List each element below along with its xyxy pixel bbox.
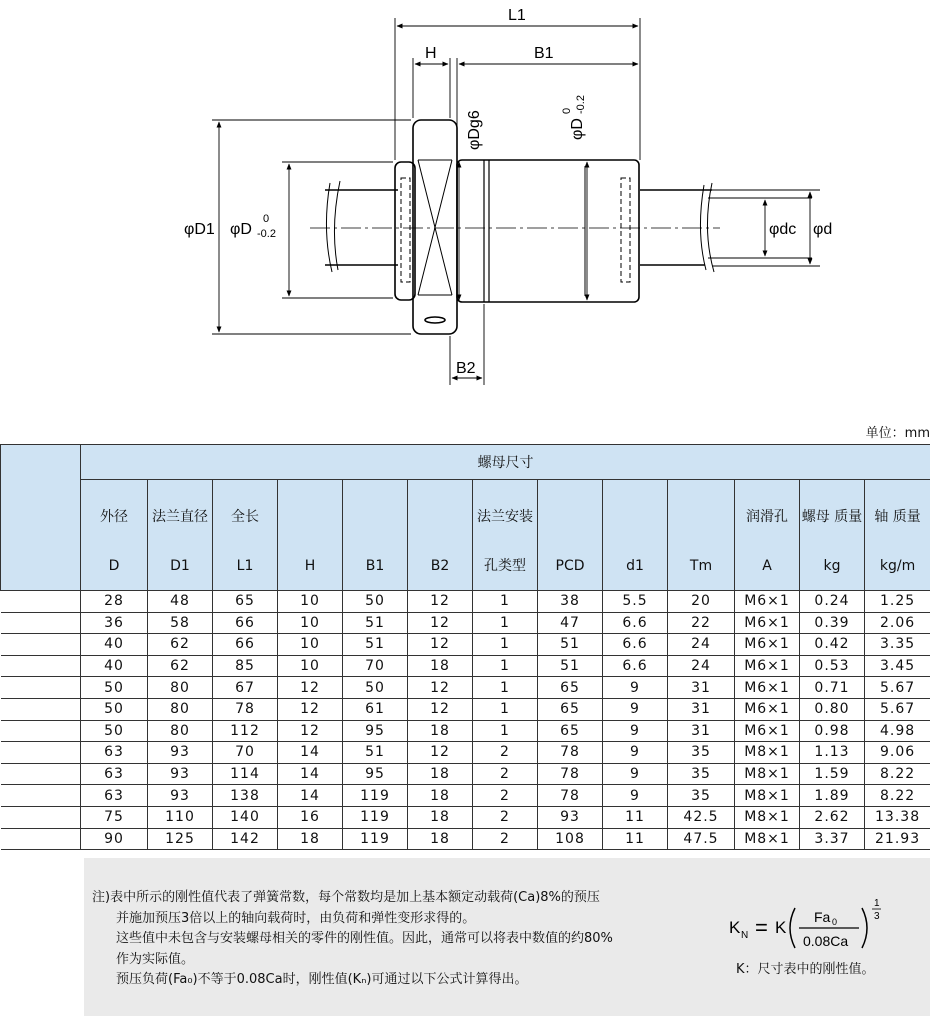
table-cell: M6×1: [735, 677, 800, 699]
table-cell: 48: [148, 591, 213, 613]
table-cell: 2: [473, 806, 538, 828]
note-line: 作为实际值。: [116, 951, 195, 967]
table-cell: M6×1: [735, 720, 800, 742]
notes-panel: [84, 858, 930, 1016]
right-seal: [621, 178, 630, 282]
row-blank: [1, 591, 81, 613]
nut-dimension-table: [0, 444, 930, 850]
table-cell: 1.89: [800, 785, 865, 807]
table-cell: 93: [538, 806, 603, 828]
table-cell: 66: [213, 634, 278, 656]
note-line: 预压负荷(Fa₀)不等于0.08Ca时，刚性值(Kₙ)可通过以下公式计算得出。: [116, 972, 528, 987]
table-cell: 18: [408, 763, 473, 785]
table-cell: 78: [538, 785, 603, 807]
label-D-right-tol-low: -0.2: [575, 95, 587, 114]
table-cell: 8.22: [865, 763, 930, 785]
table-cell: 66: [213, 612, 278, 634]
table-cell: 16: [278, 806, 343, 828]
table-cell: 108: [538, 828, 603, 850]
table-cell: 18: [408, 785, 473, 807]
table-cell: 6.6: [603, 634, 668, 656]
table-cell: 0.24: [800, 591, 865, 613]
table-cell: 1: [473, 655, 538, 677]
table-cell: 3.45: [865, 655, 930, 677]
table-cell: 78: [538, 763, 603, 785]
table-cell: 6.6: [603, 655, 668, 677]
table-cell: 12: [408, 677, 473, 699]
table-row: [1, 591, 930, 613]
table-cell: 24: [668, 655, 735, 677]
note-line: 注)表中所示的刚性值代表了弹簧常数，每个常数均是加上基本额定动载荷(Ca)8%的预压: [92, 890, 600, 905]
table-cell: 9: [603, 763, 668, 785]
table-cell: 42.5: [668, 806, 735, 828]
table-cell: M8×1: [735, 828, 800, 850]
table-cell: M8×1: [735, 806, 800, 828]
column-header: 法兰直径 D1: [148, 480, 213, 591]
table-cell: M6×1: [735, 591, 800, 613]
table-cell: 85: [213, 655, 278, 677]
table-cell: 47: [538, 612, 603, 634]
table-cell: 21.93: [865, 828, 930, 850]
table-cell: 20: [668, 591, 735, 613]
table-cell: 93: [148, 742, 213, 764]
table-row: [1, 612, 930, 634]
table-cell: 12: [408, 591, 473, 613]
table-cell: 9.06: [865, 742, 930, 764]
table-cell: 10: [278, 591, 343, 613]
table-cell: 2.06: [865, 612, 930, 634]
table-cell: 31: [668, 720, 735, 742]
table-cell: 95: [343, 763, 408, 785]
table-cell: 12: [278, 698, 343, 720]
svg-text:Fa: Fa: [814, 909, 831, 925]
table-cell: 35: [668, 785, 735, 807]
svg-text:K: K: [729, 918, 741, 937]
table-cell: M8×1: [735, 763, 800, 785]
label-D-left-tol-up: 0: [263, 213, 270, 225]
table-cell: 35: [668, 742, 735, 764]
table-cell: M8×1: [735, 785, 800, 807]
table-cell: 58: [148, 612, 213, 634]
svg-text:K: K: [775, 918, 787, 937]
table-cell: 0.39: [800, 612, 865, 634]
table-cell: 24: [668, 634, 735, 656]
table-cell: 9: [603, 720, 668, 742]
table-cell: M6×1: [735, 612, 800, 634]
table-cell: 63: [81, 785, 148, 807]
unit-label: 单位：mm: [865, 426, 930, 441]
svg-text:=: =: [755, 915, 768, 940]
table-cell: 1: [473, 698, 538, 720]
table-cell: 31: [668, 677, 735, 699]
table-cell: 9: [603, 698, 668, 720]
row-blank: [1, 828, 81, 850]
label-D-left: φD: [230, 221, 252, 238]
table-cell: 51: [343, 612, 408, 634]
table-row: [1, 785, 930, 807]
label-B2: B2: [456, 360, 476, 377]
table-cell: 110: [148, 806, 213, 828]
table-cell: 119: [343, 828, 408, 850]
table-row: [1, 742, 930, 764]
table-cell: 51: [343, 634, 408, 656]
table-cell: 36: [81, 612, 148, 634]
table-cell: 14: [278, 742, 343, 764]
column-header: PCD: [538, 480, 603, 591]
table-cell: 1: [473, 720, 538, 742]
table-cell: 47.5: [668, 828, 735, 850]
table-cell: 14: [278, 763, 343, 785]
column-header: 法兰安装 孔类型: [473, 480, 538, 591]
table-cell: 0.80: [800, 698, 865, 720]
left-seal: [401, 178, 410, 282]
label-D-right: φD: [569, 118, 586, 140]
stiffness-formula: [729, 880, 929, 970]
table-cell: 12: [278, 677, 343, 699]
formula-denominator: 0.08Ca: [803, 933, 849, 949]
table-cell: 12: [408, 634, 473, 656]
table-cell: 8.22: [865, 785, 930, 807]
table-cell: 50: [81, 720, 148, 742]
table-row: [1, 763, 930, 785]
table-cell: 90: [81, 828, 148, 850]
table-cell: 62: [148, 634, 213, 656]
table-cell: 50: [81, 698, 148, 720]
table-cell: 1.59: [800, 763, 865, 785]
table-cell: 1: [473, 677, 538, 699]
table-cell: 0.53: [800, 655, 865, 677]
table-cell: 142: [213, 828, 278, 850]
table-cell: 119: [343, 806, 408, 828]
table-cell: 40: [81, 655, 148, 677]
table-cell: 40: [81, 634, 148, 656]
svg-text:N: N: [741, 930, 749, 941]
table-cell: M6×1: [735, 634, 800, 656]
column-header: 轴 质量 kg/m: [865, 480, 930, 591]
table-cell: 70: [343, 655, 408, 677]
table-cell: 125: [148, 828, 213, 850]
label-d: φd: [813, 221, 833, 238]
table-cell: 2: [473, 763, 538, 785]
table-cell: 18: [408, 720, 473, 742]
table-cell: 5.67: [865, 677, 930, 699]
table-cell: 10: [278, 655, 343, 677]
k-note: K：尺寸表中的刚性值。: [736, 962, 875, 977]
table-cell: 18: [408, 828, 473, 850]
table-cell: 93: [148, 763, 213, 785]
table-cell: 65: [538, 698, 603, 720]
group-header: 螺母尺寸: [81, 445, 930, 480]
label-dc: φdc: [769, 221, 797, 238]
table-cell: 112: [213, 720, 278, 742]
flange-hole: [425, 317, 445, 323]
table-cell: 114: [213, 763, 278, 785]
shaft-break-left: [326, 181, 340, 272]
table-cell: 51: [538, 634, 603, 656]
table-cell: 67: [213, 677, 278, 699]
table-cell: 10: [278, 612, 343, 634]
table-cell: 3.37: [800, 828, 865, 850]
table-cell: 2: [473, 742, 538, 764]
table-cell: 1: [473, 634, 538, 656]
row-blank: [1, 655, 81, 677]
svg-text:1: 1: [874, 898, 880, 909]
label-D-left-tol-low: -0.2: [257, 228, 276, 240]
table-cell: 5.67: [865, 698, 930, 720]
column-header: 螺母 质量 kg: [800, 480, 865, 591]
table-cell: 18: [278, 828, 343, 850]
table-cell: 2.62: [800, 806, 865, 828]
table-cell: 12: [408, 698, 473, 720]
table-cell: 0.98: [800, 720, 865, 742]
nut-step: [484, 160, 489, 302]
table-cell: M6×1: [735, 655, 800, 677]
table-cell: 31: [668, 698, 735, 720]
row-blank: [1, 698, 81, 720]
label-D-right-tol-up: 0: [561, 107, 573, 114]
left-collar: [395, 162, 415, 300]
table-cell: 1: [473, 612, 538, 634]
shaft-break-right: [700, 183, 714, 272]
table-cell: 22: [668, 612, 735, 634]
column-header: B2: [408, 480, 473, 591]
column-header: Tm: [668, 480, 735, 591]
column-header-row: [1, 480, 930, 591]
table-cell: 38: [538, 591, 603, 613]
table-cell: 80: [148, 677, 213, 699]
row-blank: [1, 634, 81, 656]
table-row: [1, 634, 930, 656]
table-corner: [1, 445, 81, 591]
table-cell: 18: [408, 655, 473, 677]
note-line: 这些值中未包含与安装螺母相关的零件的刚性值。因此，通常可以将表中数值的约80%: [116, 931, 613, 946]
note-line: 并施加预压3倍以上的轴向载荷时，由负荷和弹性变形求得的。: [116, 910, 476, 926]
table-cell: 1.13: [800, 742, 865, 764]
row-blank: [1, 785, 81, 807]
table-cell: 5.5: [603, 591, 668, 613]
table-cell: 12: [278, 720, 343, 742]
table-cell: 2: [473, 828, 538, 850]
column-header: H: [278, 480, 343, 591]
table-cell: 9: [603, 677, 668, 699]
table-cell: 75: [81, 806, 148, 828]
table-cell: 62: [148, 655, 213, 677]
table-cell: M8×1: [735, 742, 800, 764]
table-cell: 80: [148, 698, 213, 720]
table-cell: 12: [408, 742, 473, 764]
table-cell: 6.6: [603, 612, 668, 634]
ball-nut-drawing: [0, 0, 930, 420]
table-body: [1, 591, 930, 850]
table-cell: 80: [148, 720, 213, 742]
label-Dg6: φDg6: [466, 110, 483, 150]
note-text: [92, 888, 702, 991]
table-cell: 78: [213, 698, 278, 720]
table-cell: 65: [538, 720, 603, 742]
row-blank: [1, 677, 81, 699]
table-cell: 4.98: [865, 720, 930, 742]
table-row: [1, 655, 930, 677]
row-blank: [1, 720, 81, 742]
table-cell: 138: [213, 785, 278, 807]
table-cell: 11: [603, 806, 668, 828]
table-cell: M6×1: [735, 698, 800, 720]
table-cell: 50: [343, 677, 408, 699]
row-blank: [1, 612, 81, 634]
table-cell: 93: [148, 785, 213, 807]
column-header: 润滑孔 A: [735, 480, 800, 591]
table-cell: 14: [278, 785, 343, 807]
table-cell: 50: [81, 677, 148, 699]
table-cell: 63: [81, 742, 148, 764]
table-cell: 65: [213, 591, 278, 613]
table-row: [1, 720, 930, 742]
table-cell: 1.25: [865, 591, 930, 613]
table-cell: 51: [538, 655, 603, 677]
column-header: 外径 D: [81, 480, 148, 591]
table-cell: 51: [343, 742, 408, 764]
table-cell: 63: [81, 763, 148, 785]
table-cell: 11: [603, 828, 668, 850]
table-row: [1, 677, 930, 699]
table-cell: 1: [473, 591, 538, 613]
column-header: B1: [343, 480, 408, 591]
column-header: 全长 L1: [213, 480, 278, 591]
table-cell: 9: [603, 785, 668, 807]
shaft-outline: [325, 190, 712, 265]
row-blank: [1, 806, 81, 828]
table-cell: 78: [538, 742, 603, 764]
table-cell: 18: [408, 806, 473, 828]
svg-text:3: 3: [874, 911, 880, 922]
table-cell: 0.42: [800, 634, 865, 656]
table-cell: 70: [213, 742, 278, 764]
row-blank: [1, 742, 81, 764]
row-blank: [1, 763, 81, 785]
label-H: H: [425, 45, 437, 62]
table-cell: 12: [408, 612, 473, 634]
table-cell: 140: [213, 806, 278, 828]
table-cell: 9: [603, 742, 668, 764]
flange-cross: [418, 160, 452, 295]
table-cell: 95: [343, 720, 408, 742]
table-row: [1, 828, 930, 850]
table-cell: 28: [81, 591, 148, 613]
table-cell: 119: [343, 785, 408, 807]
label-L1: L1: [508, 7, 526, 24]
table-cell: 50: [343, 591, 408, 613]
table-cell: 35: [668, 763, 735, 785]
table-cell: 2: [473, 785, 538, 807]
table-cell: 65: [538, 677, 603, 699]
table-row: [1, 806, 930, 828]
table-cell: 13.38: [865, 806, 930, 828]
table-cell: 10: [278, 634, 343, 656]
table-row: [1, 698, 930, 720]
svg-text:0: 0: [832, 917, 838, 927]
label-B1: B1: [534, 45, 554, 62]
table-cell: 61: [343, 698, 408, 720]
label-D1: φD1: [184, 221, 215, 238]
table-cell: 3.35: [865, 634, 930, 656]
column-header: d1: [603, 480, 668, 591]
table-cell: 0.71: [800, 677, 865, 699]
